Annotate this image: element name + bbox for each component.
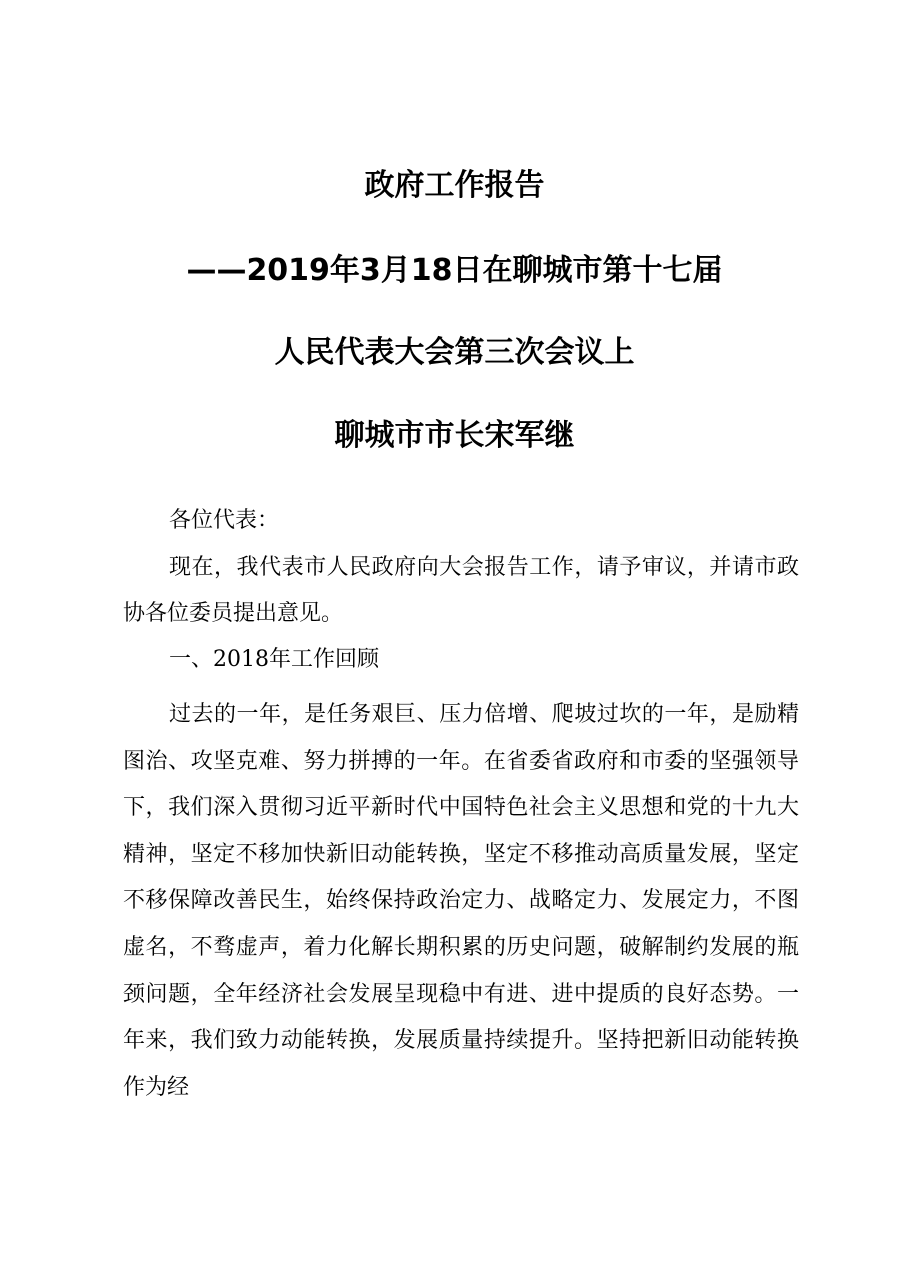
document-subtitle-line-2: 人民代表大会第三次会议上 [274, 335, 635, 370]
intro-paragraph-text: 现在，我代表市人民政府向大会报告工作，请予审议，并请市政协各位委员提出意见。 [123, 555, 799, 626]
review-paragraph-text: 过去的一年，是任务艰巨、压力倍增、爬坡过坎的一年，是励精图治、攻坚克难、努力拼搏的一年。在省委省政府和市委的坚强领导下，我们深入贯彻习近平新时代中国特色社会主义思想和党的十九大精神，坚定不移加快新旧动能转换，坚定不移推动高质量发展，坚定不移保障改善民生，始终保持政治定力、战略定力、发展定力，不图虚名，不骛虚声，着力化解长期积累的历史问题，破解制约发展的瓶颈问题，全年经济社会发展呈现稳中有进、进中提质的良好态势。一年来，我们致力动能转换，发展质量持续提升。坚持把新旧动能转换作为经 [123, 702, 799, 1100]
document-author-line: 聊城市市长宋军继 [334, 418, 575, 453]
document-title: 政府工作报告 [364, 168, 545, 203]
salutation-text: 各位代表： [169, 508, 280, 533]
review-paragraph [123, 692, 799, 1111]
section-heading-text: 一、2018年工作回顾 [169, 647, 379, 672]
section-heading [123, 637, 799, 683]
salutation [123, 498, 799, 544]
intro-paragraph [123, 545, 799, 637]
document-subtitle-line-1: ——2019年3月18日在聊城市第十七届 [186, 253, 723, 288]
